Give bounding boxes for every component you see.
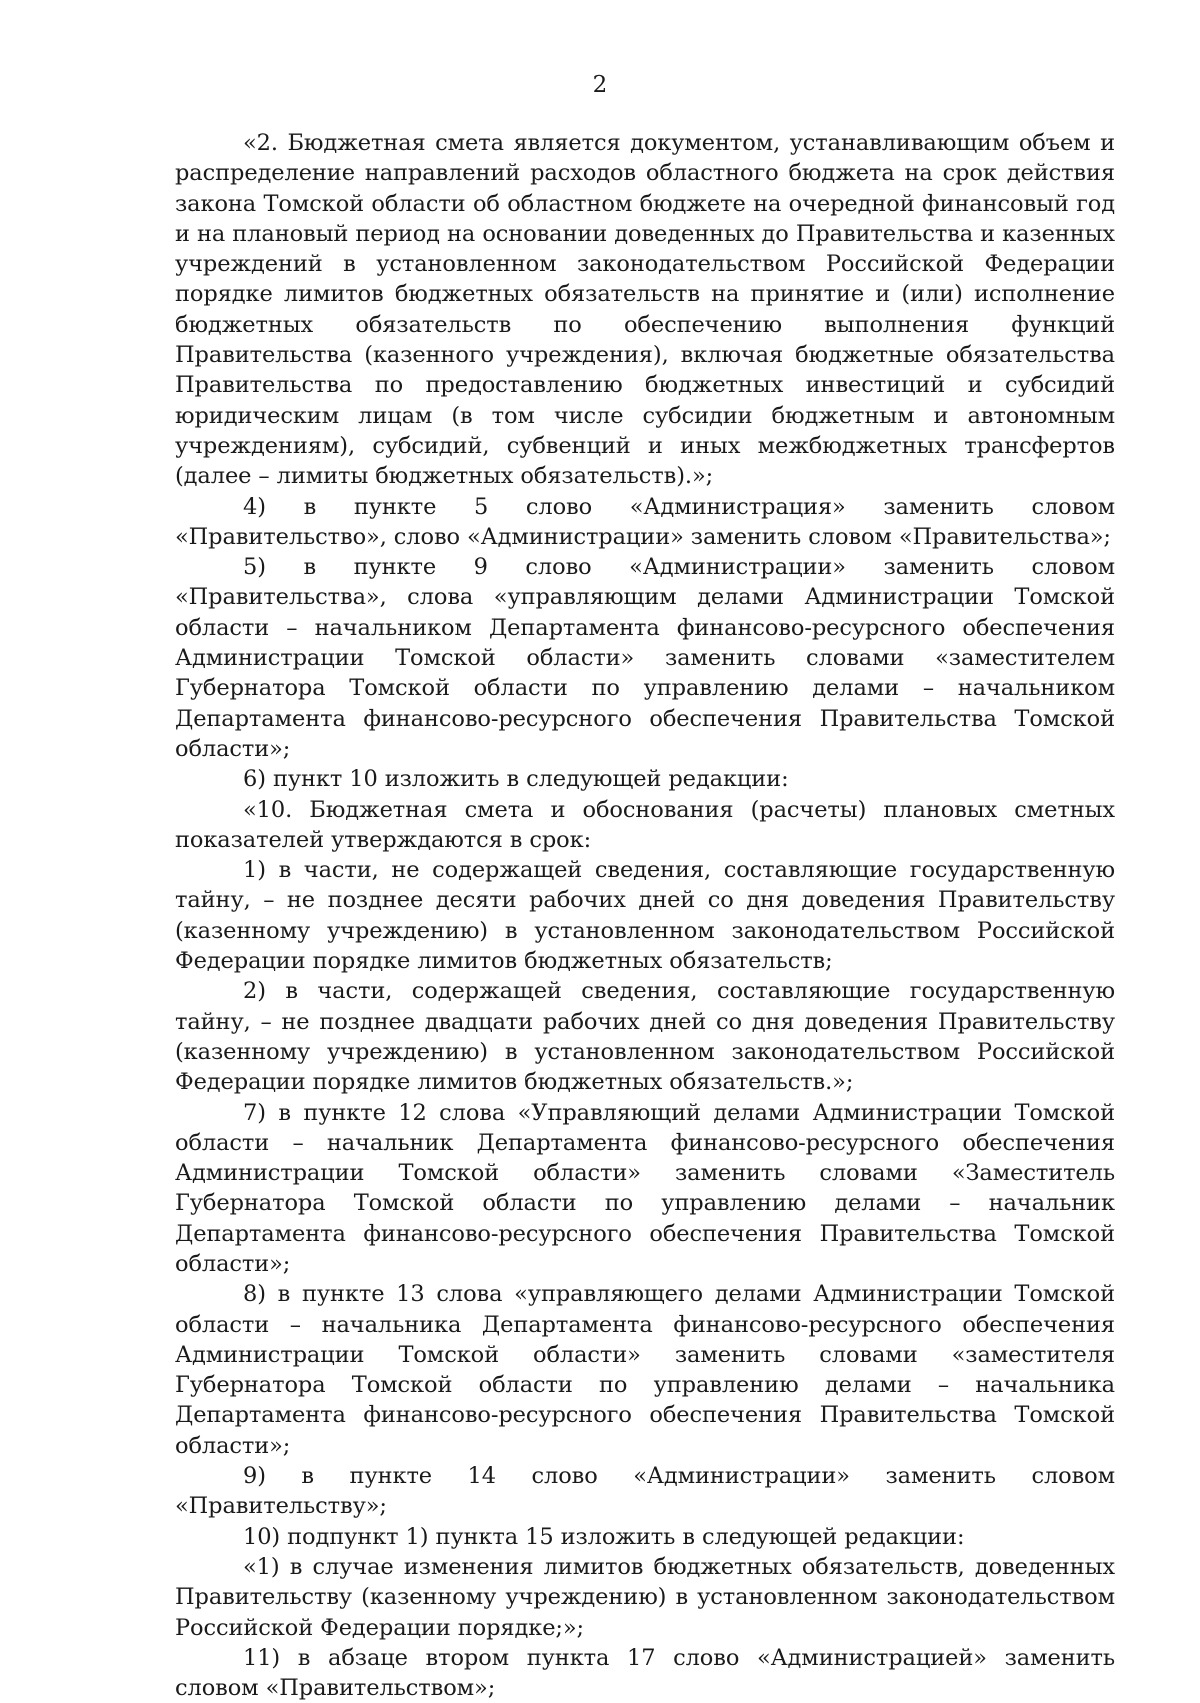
paragraph-item-7: 7) в пункте 12 слова «Управляющий делами Администрации Томской области – начальник Департамента финансово-ресурсного обеспечения Администрации Томской области» заменить словами «Заместитель Губернатора Томской области по управлению делами – начальник Департамента финансово-ресурсного обеспечения Правительства Томской области»; [175,1099,1115,1277]
paragraph-subpoint-1-new: «1) в случае изменения лимитов бюджетных обязательств, доведенных Правительству (казенному учреждению) в установленном законодательством Российской Федерации порядке;»; [175,1553,1115,1641]
paragraph-item-5: 5) в пункте 9 слово «Администрации» заменить словом «Правительства», слова «управляющим делами Администрации Томской области – начальником Департамента финансово-ресурсного обеспечения Администрации Томской области» заменить словами «заместителем Губернатора Томской области по управлению делами – начальником Департамента финансово-ресурсного обеспечения Правительства Томской области»; [175,554,1115,762]
paragraph-item-4: 4) в пункте 5 слово «Администрация» заменить словом «Правительство», слово «Администрации» заменить словом «Правительства»; [175,493,1115,550]
paragraph-item-10: 10) подпункт 1) пункта 15 изложить в следующей редакции: [243,1523,965,1550]
page-number: 2 [592,72,608,98]
paragraph-item-6: 6) пункт 10 изложить в следующей редакции: [243,766,789,793]
paragraph-subpoint-1: 1) в части, не содержащей сведения, составляющие государственную тайну, – не позднее десяти рабочих дней со дня доведения Правительству (казенному учреждению) в установленном законодательством Российской Федерации порядке лимитов бюджетных обязательств; [175,857,1115,975]
document-body [175,128,1115,1703]
paragraph-point-10: «10. Бюджетная смета и обоснования (расчеты) плановых сметных показателей утверждаются в срок: [175,796,1115,853]
paragraph-item-11: 11) в абзаце втором пункта 17 слово «Администрацией» заменить словом «Правительством»; [175,1644,1115,1702]
paragraph-subpoint-2: 2) в части, содержащей сведения, составляющие государственную тайну, – не позднее двадцати рабочих дней со дня доведения Правительству (казенному учреждению) в установленном законодательством Российской Федерации порядке лимитов бюджетных обязательств.»; [175,978,1115,1096]
paragraph-item-8: 8) в пункте 13 слова «управляющего делами Администрации Томской области – начальника Департамента финансово-ресурсного обеспечения Администрации Томской области» заменить словами «заместителя Губернатора Томской области по управлению делами – начальника Департамента финансово-ресурсного обеспечения Правительства Томской области»; [175,1281,1115,1459]
paragraph-budget-estimate-definition: «2. Бюджетная смета является документом, устанавливающим объем и распределение направлений расходов областного бюджета на срок действия закона Томской области об областном бюджете на очередной финансовый год и на плановый период на основании доведенных до Правительства и казенных учреждений в установленном законодательством Российской Федерации порядке лимитов бюджетных обязательств на принятие и (или) исполнение бюджетных обязательств по обеспечению выполнения функций Правительства (казенного учреждения), включая бюджетные обязательства Правительства по предоставлению бюджетных инвестиций и субсидий юридическим лицам (в том числе субсидии бюджетным и автономным учреждениям), субсидий, субвенций и иных межбюджетных трансфертов (далее – лимиты бюджетных обязательств).»; [175,130,1115,490]
paragraph-item-9: 9) в пункте 14 слово «Администрации» заменить словом «Правительству»; [175,1463,1115,1520]
